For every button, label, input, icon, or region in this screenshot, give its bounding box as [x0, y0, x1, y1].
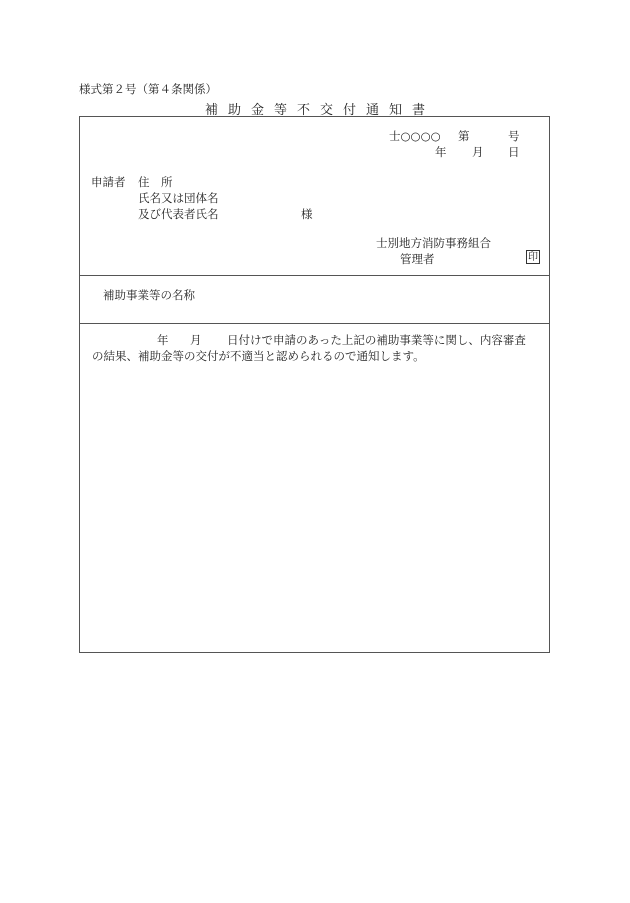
honorific-sama: 様 [301, 207, 313, 221]
address-label: 住 所 [138, 175, 173, 189]
issuer-organization: 士別地方消防事務組合 [376, 236, 491, 250]
body-year: 年 [157, 333, 169, 347]
applicant-label: 申請者 [91, 175, 126, 189]
body-line2: の結果、補助金等の交付が不適当と認められるので通知します。 [92, 349, 425, 363]
body-line1: 日付けで申請のあった上記の補助事業等に関し、内容審査 [227, 333, 526, 347]
divider-line-1 [80, 275, 549, 276]
representative-label: 及び代表者氏名 [138, 207, 219, 221]
doc-number-dai: 第 [458, 129, 470, 143]
seal-stamp-box: 印 [528, 252, 538, 263]
project-name-label: 補助事業等の名称 [103, 288, 195, 302]
issuer-role: 管理者 [400, 252, 435, 266]
date-day-label: 日 [508, 145, 520, 159]
date-year-label: 年 [435, 145, 447, 159]
body-month: 月 [190, 333, 202, 347]
doc-number-prefix: 士○○○○ [389, 129, 441, 143]
form-frame [79, 116, 550, 653]
date-month-label: 月 [472, 145, 484, 159]
name-label: 氏名又は団体名 [138, 191, 219, 205]
document-title: 補助金等不交付通知書 [204, 103, 435, 118]
form-number: 様式第２号（第４条関係） [79, 82, 217, 96]
doc-number-go: 号 [508, 129, 520, 143]
divider-line-2 [80, 323, 549, 324]
